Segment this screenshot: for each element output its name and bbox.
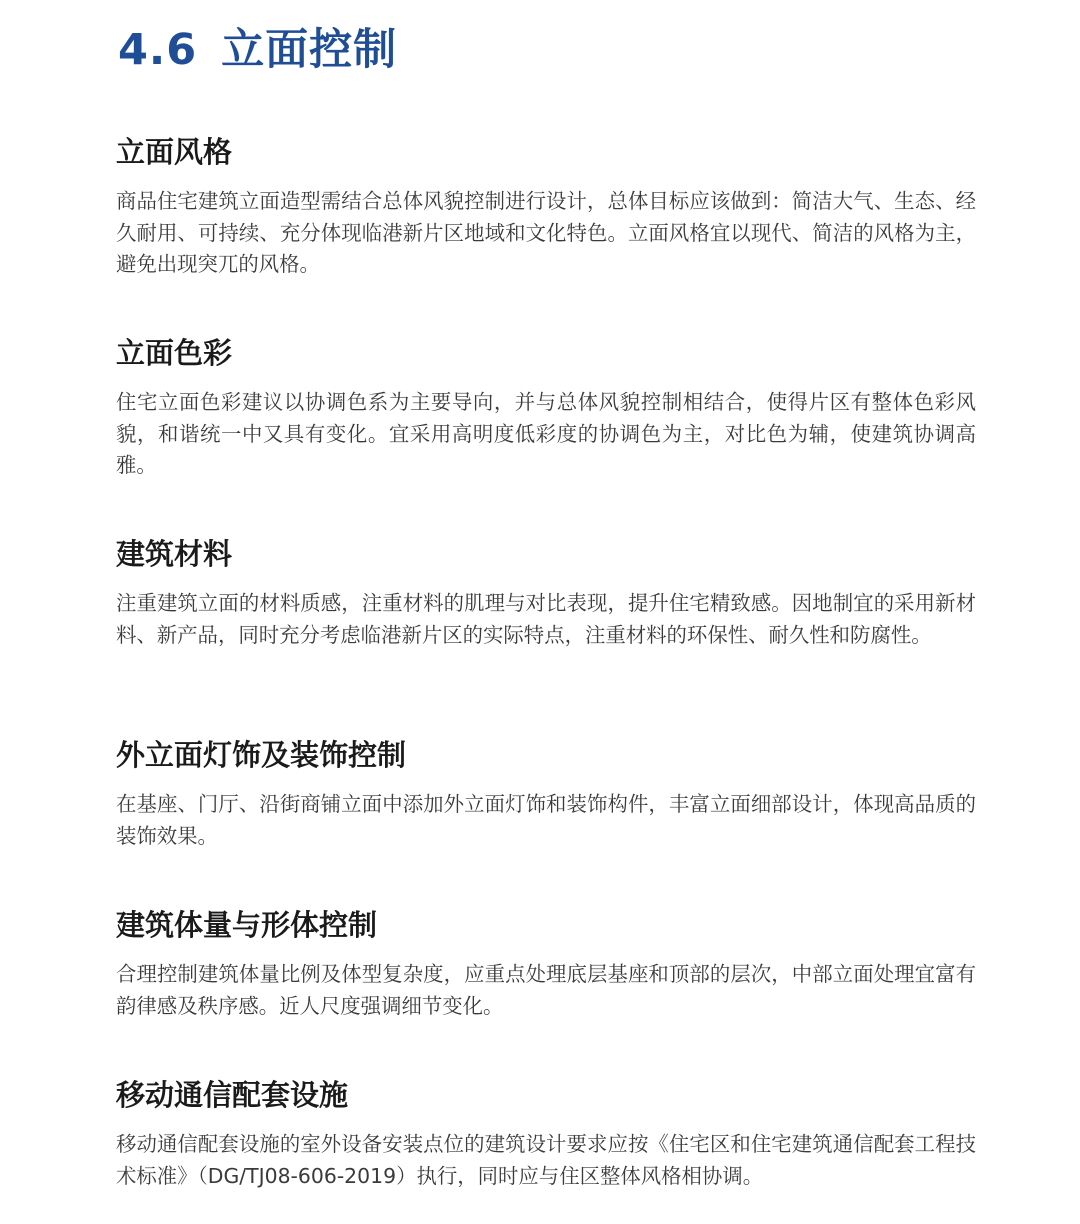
section-body: 在基座、门厅、沿街商铺立面中添加外立面灯饰和装饰构件，丰富立面细部设计，体现高品质的装饰效果。 <box>116 792 976 848</box>
section-body: 注重建筑立面的材料质感，注重材料的肌理与对比表现，提升住宅精致感。因地制宜的采用新材料、新产品，同时充分考虑临港新片区的实际特点，注重材料的环保性、耐久性和防腐性。 <box>116 591 976 647</box>
section-facade-color <box>116 333 976 482</box>
section-body: 商品住宅建筑立面造型需结合总体风貌控制进行设计，总体目标应该做到：简洁大气、生态、经久耐用、可持续、充分体现临港新片区地域和文化特色。立面风格宜以现代、简洁的风格为主，避免出现突兀的风格。 <box>116 189 976 276</box>
section-number: 4.6 <box>118 25 198 75</box>
page-title <box>118 22 397 78</box>
section-heading: 移动通信配套设施 <box>116 1078 349 1112</box>
section-body: 合理控制建筑体量比例及体型复杂度，应重点处理底层基座和顶部的层次，中部立面处理宜富有韵律感及秩序感。近人尺度强调细节变化。 <box>116 962 976 1018</box>
section-mobile-communication <box>116 1075 976 1192</box>
section-massing-form <box>116 905 976 1022</box>
section-facade-style <box>116 132 976 281</box>
section-body: 移动通信配套设施的室外设备安装点位的建筑设计要求应按《住宅区和住宅建筑通信配套工程技术标准》（DG/TJ08-606-2019）执行，同时应与住区整体风格相协调。 <box>116 1132 976 1188</box>
section-title-text: 立面控制 <box>221 25 398 75</box>
section-heading: 建筑材料 <box>116 537 233 571</box>
section-heading: 立面色彩 <box>116 336 233 370</box>
section-heading: 建筑体量与形体控制 <box>116 908 378 942</box>
section-body: 住宅立面色彩建议以协调色系为主要导向，并与总体风貌控制相结合，使得片区有整体色彩风貌，和谐统一中又具有变化。宜采用高明度低彩度的协调色为主，对比色为辅，使建筑协调高雅。 <box>116 390 976 477</box>
section-building-materials <box>116 534 976 651</box>
section-heading: 立面风格 <box>116 135 233 169</box>
section-heading: 外立面灯饰及装饰控制 <box>116 738 407 772</box>
section-lighting-decoration <box>116 735 976 852</box>
